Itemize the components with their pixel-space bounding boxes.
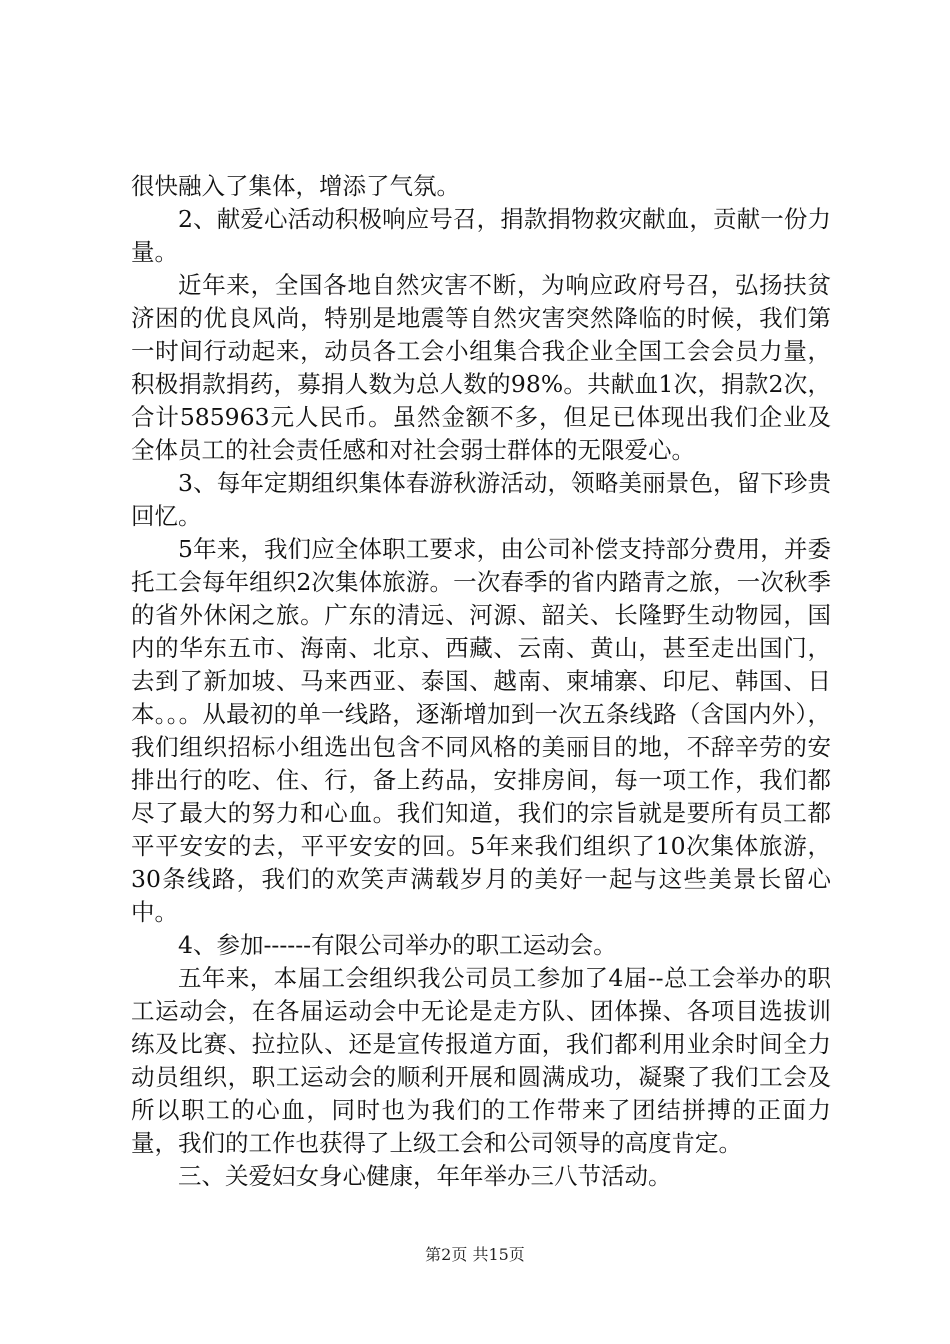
document-body xyxy=(131,170,831,1193)
paragraph-travel: 5年来，我们应全体职工要求，由公司补偿支持部分费用，并委托工会每年组织2次集体旅游。一次春季的省内踏青之旅，一次秋季的省外休闲之旅。广东的清远、河源、韶关、长隆野生动物园，国内的华东五市、海南、北京、西藏、云南、黄山，甚至走出国门，去到了新加坡、马来西亚、泰国、越南、柬埔寨、印尼、韩国、日本。。。从最初的单一线路，逐渐增加到一次五条线路（含国内外），我们组织招标小组选出包含不同风格的美丽目的地，不辞辛劳的安排出行的吃、住、行，备上药品，安排房间，每一项工作，我们都尽了最大的努力和心血。我们知道，我们的宗旨就是要所有员工都平平安安的去，平平安安的回。5年来我们组织了10次集体旅游，30条线路，我们的欢笑声满载岁月的美好一起与这些美景长留心中。 xyxy=(131,535,831,926)
paragraph-sports-meet: 五年来，本届工会组织我公司员工参加了4届--总工会举办的职工运动会，在各届运动会中无论是走方队、团体操、各项目选拔训练及比赛、拉拉队、还是宣传报道方面，我们都利用业余时间全力动员组织，职工运动会的顺利开展和圆满成功，凝聚了我们工会及所以职工的心血，同时也为我们的工作带来了团结拼搏的正面力量，我们的工作也获得了上级工会和公司领导的高度肯定。 xyxy=(131,964,831,1157)
page-number-footer: 第2页 共15页 xyxy=(425,1245,525,1264)
section-heading-donation: 2、献爱心活动积极响应号召，捐款捐物救灾献血，贡献一份力量。 xyxy=(131,205,831,266)
paragraph-donation: 近年来，全国各地自然灾害不断，为响应政府号召，弘扬扶贫济困的优良风尚，特别是地震等自然灾害突然降临的时候，我们第一时间行动起来，动员各工会小组集合我企业全国工会会员力量，积极捐款捐药，募捐人数为总人数的98%。共献血1次，捐款2次，合计585963元人民币。虽然金额不多，但足已体现出我们企业及全体员工的社会责任感和对社会弱士群体的无限爱心。 xyxy=(131,271,831,464)
section-heading-travel: 3、每年定期组织集体春游秋游活动，领略美丽景色，留下珍贵回忆。 xyxy=(131,469,831,530)
paragraph-continuation: 很快融入了集体，增添了气氛。 xyxy=(131,172,460,200)
section-heading-womens-day: 三、关爱妇女身心健康，年年举办三八节活动。 xyxy=(178,1162,672,1190)
section-heading-sports-meet: 4、参加------有限公司举办的职工运动会。 xyxy=(178,931,617,959)
